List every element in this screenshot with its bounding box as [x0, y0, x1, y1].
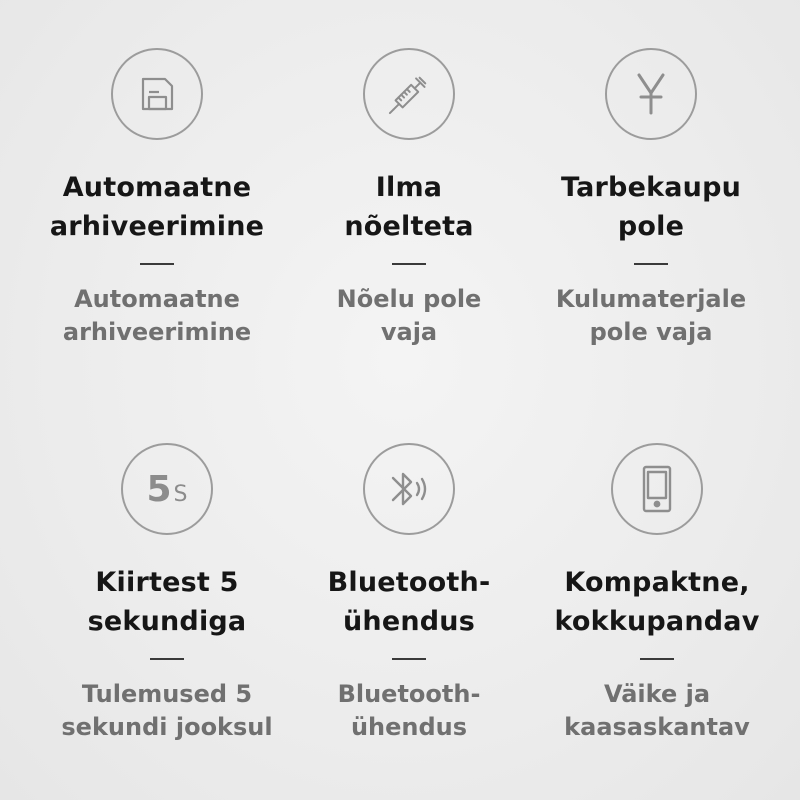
yen-icon [605, 48, 697, 140]
subtitle-line: Tulemused 5 [81, 680, 253, 708]
subtitle-line: Automaatne [74, 285, 240, 313]
feature-no-consumables [521, 48, 781, 349]
subtitle-line: Nõelu pole [336, 285, 482, 313]
title-line: pole [617, 211, 685, 242]
feature-subtitle [521, 283, 781, 349]
feature-subtitle [37, 678, 297, 744]
feature-title [279, 563, 539, 641]
title-line: ühendus [343, 606, 475, 637]
phone-icon [611, 443, 703, 535]
subtitle-line: kaasaskantav [564, 713, 750, 741]
subtitle-line: vaja [380, 318, 438, 346]
feature-bluetooth [279, 443, 539, 744]
syringe-icon [363, 48, 455, 140]
subtitle-line: Bluetooth- [337, 680, 481, 708]
subtitle-line: sekundi jooksul [61, 713, 273, 741]
five-digit: 5 [146, 468, 172, 510]
title-line: Tarbekaupu [560, 172, 742, 203]
feature-subtitle [279, 283, 539, 349]
five-seconds-icon [121, 443, 213, 535]
feature-subtitle [279, 678, 539, 744]
five-seconds-label [146, 469, 187, 510]
subtitle-line: arhiveerimine [62, 318, 252, 346]
title-line: nõelteta [344, 211, 474, 242]
feature-subtitle [27, 283, 287, 349]
feature-needle-free [279, 48, 539, 349]
feature-fast-test [37, 443, 297, 744]
subtitle-line: Kulumaterjale [555, 285, 747, 313]
feature-title [527, 563, 787, 641]
divider [392, 658, 426, 660]
subtitle-line: pole vaja [589, 318, 713, 346]
feature-title [279, 168, 539, 246]
subtitle-line: ühendus [350, 713, 468, 741]
seconds-letter: S [173, 481, 188, 507]
title-line: Bluetooth- [327, 567, 491, 598]
feature-auto-archive [27, 48, 287, 349]
divider [150, 658, 184, 660]
feature-title [521, 168, 781, 246]
title-line: Automaatne [62, 172, 252, 203]
feature-title [37, 563, 297, 641]
title-line: Kiirtest 5 [95, 567, 239, 598]
title-line: Ilma [375, 172, 443, 203]
bluetooth-icon [363, 443, 455, 535]
title-line: sekundiga [87, 606, 247, 637]
title-line: arhiveerimine [49, 211, 265, 242]
subtitle-line: Väike ja [603, 680, 711, 708]
floppy-disk-icon [111, 48, 203, 140]
feature-title [27, 168, 287, 246]
title-line: kokkupandav [554, 606, 760, 637]
divider [140, 263, 174, 265]
divider [392, 263, 426, 265]
feature-compact [527, 443, 787, 744]
title-line: Kompaktne, [564, 567, 750, 598]
divider [640, 658, 674, 660]
feature-subtitle [527, 678, 787, 744]
divider [634, 263, 668, 265]
